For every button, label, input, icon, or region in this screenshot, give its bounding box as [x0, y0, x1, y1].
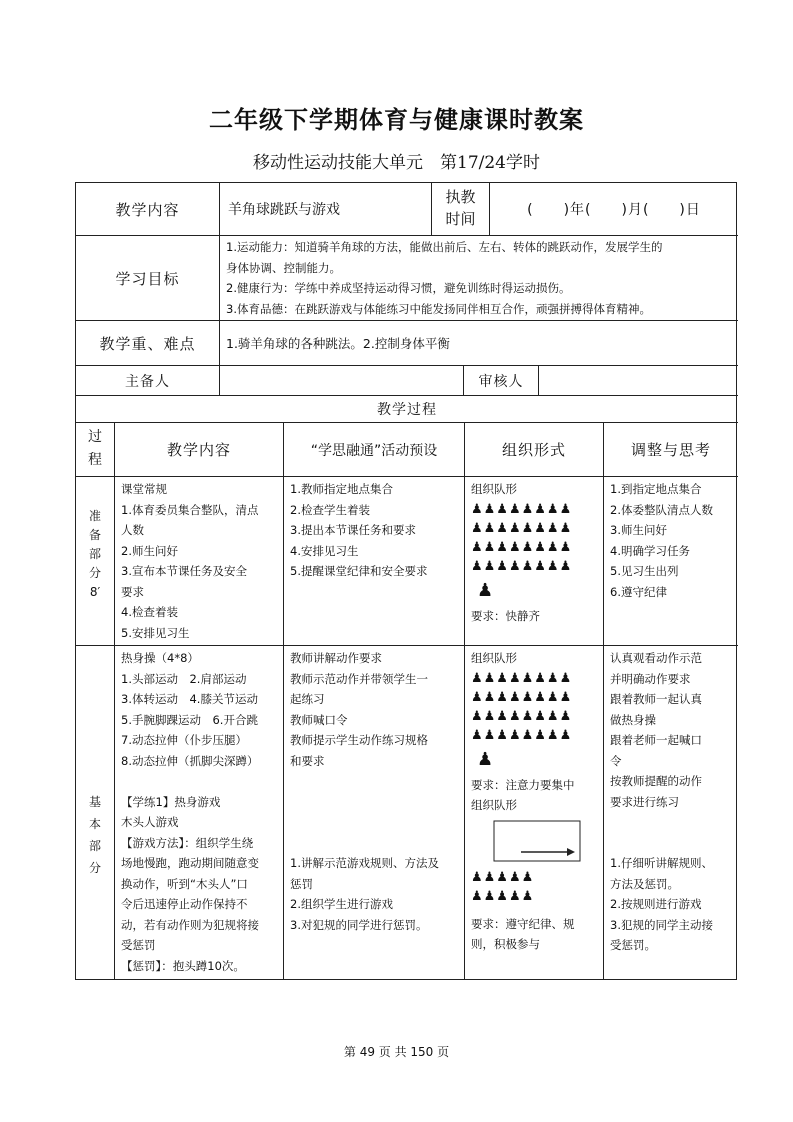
prep-content-line: 5.安排见习生 [121, 625, 190, 640]
prep-stage [76, 476, 114, 645]
prep-content-line: 课堂常规 [121, 482, 167, 496]
key-value-text: 1.骑羊角球的各种跳法。2.控制身体平衡 [226, 336, 450, 351]
prep-stage-char: 准 [88, 509, 101, 523]
prep-reflect-line: 1.到指定地点集合 [610, 482, 702, 496]
main-content-line: 受惩罚 [121, 938, 156, 952]
teacher-icon: ♟ [477, 748, 494, 770]
main-content-line: 动，若有动作则为犯规将接 [121, 917, 259, 932]
main-preset-line [290, 771, 458, 792]
main-content-line: 7.动态拉伸（仆步压腿） [121, 733, 247, 747]
prep-reflect-line: 3.师生问好 [610, 523, 667, 537]
main-content-line: 令后迅速停止动作保持不 [121, 897, 248, 911]
main-preset-line: 1.讲解示范游戏规则、方法及 [290, 856, 439, 870]
main-preset-line: 惩罚 [290, 876, 313, 891]
main-reflect-line: 1.仔细听讲解规则、 [610, 856, 713, 870]
main-reflect-line: 方法及惩罚。 [610, 876, 679, 891]
formation-row: ♟♟♟♟♟♟♟♟ [471, 539, 573, 555]
key-value [219, 320, 738, 365]
time-label-1: 执教 [445, 188, 476, 206]
formation-row: ♟♟♟♟♟♟♟♟ [471, 727, 573, 743]
main-stage-char: 本 [88, 817, 101, 831]
prep-preset-line: 1.教师指定地点集合 [290, 482, 393, 496]
main-content-line: 【惩罚】：抱头蹲10次。 [121, 958, 245, 973]
date-value: ( )年( )月( )日 [489, 183, 738, 235]
prep-preset-line: 3.提出本节课任务和要求 [290, 523, 416, 537]
main-form-req-2: 则，积极参与 [471, 937, 540, 951]
time-label [431, 183, 489, 235]
field-diagram [493, 820, 597, 866]
prep-content-line: 人数 [121, 523, 144, 537]
formation-row: ♟♟♟♟♟♟♟♟ [471, 689, 573, 705]
prep-stage-char: 部 [88, 547, 101, 561]
header-reflect: 调整与思考 [603, 422, 738, 476]
formation-row: ♟♟♟♟♟♟♟♟ [471, 670, 573, 686]
header-form: 组织形式 [464, 422, 603, 476]
prep-reflect-line: 5.见习生出列 [610, 564, 679, 578]
page-title: 二年级下学期体育与健康课时教案 [209, 106, 584, 134]
main-reflect-line: 按教师提醒的动作 [610, 774, 702, 788]
process-title: 教学过程 [76, 395, 738, 422]
main-content-line: 【学练1】热身游戏 [121, 794, 221, 809]
header-stage-1: 过 [88, 429, 102, 445]
main-preset-line [290, 792, 458, 813]
main-preset-line [290, 833, 458, 854]
main-form-title: 组织队形 [471, 651, 517, 665]
formation-row: ♟♟♟♟♟♟♟♟ [471, 501, 573, 517]
formation-row: ♟♟♟♟♟♟♟♟ [471, 708, 573, 724]
prep-content-line: 要求 [121, 584, 144, 599]
main-form-req-1: 要求：注意力要集中 [471, 777, 575, 792]
content-value-text: 羊角球跳跃与游戏 [228, 202, 340, 218]
prep-form-req: 要求：快静齐 [471, 608, 540, 623]
prep-stage-char: 备 [88, 528, 101, 542]
prep-content-line: 4.检查着装 [121, 605, 178, 619]
formation-row: ♟♟♟♟♟ [471, 888, 535, 904]
main-preset-line: 3.对犯规的同学进行惩罚。 [290, 917, 428, 932]
teacher-icon: ♟ [477, 579, 494, 601]
main-reflect-line: 跟着教师一起认真 [610, 692, 702, 706]
content-label: 教学内容 [115, 200, 180, 219]
header-preset: “学思融通”活动预设 [283, 422, 464, 476]
main-preset-line: 和要求 [290, 753, 325, 768]
prep-form-title: 组织队形 [471, 482, 517, 496]
main-content [114, 645, 283, 979]
main-preset-line: 起练习 [290, 692, 325, 706]
main-reflect-line [610, 812, 732, 833]
main-reflect-line: 做热身操 [610, 712, 656, 727]
goal-line: 1.运动能力：知道骑羊角球的方法，能做出前后、左右、转体的跳跃动作，发展学生的 [226, 240, 663, 254]
main-stage [76, 645, 114, 979]
main-preset-line: 2.组织学生进行游戏 [290, 897, 393, 911]
reviewer-value [538, 365, 738, 395]
main-content-line: 1.头部运动 2.肩部运动 [121, 671, 247, 686]
prep-preset [283, 476, 464, 645]
main-preset-line: 教师示范动作并带领学生一 [290, 671, 428, 686]
prep-content-line: 3.宣布本节课任务及安全 [121, 564, 247, 578]
main-form-title-2: 组织队形 [471, 798, 517, 812]
prep-preset-line: 4.安排见习生 [290, 543, 359, 558]
main-content-line: 8.动态拉伸（抓脚尖深蹲） [121, 753, 259, 768]
goal-line: 3.体育品德：在跳跃游戏与体能练习中能发扬同伴相互合作，顽强拼搏得体育精神。 [226, 301, 651, 316]
main-form-req-2: 要求：遵守纪律、规 [471, 916, 575, 931]
formation-row: ♟♟♟♟♟ [471, 869, 535, 885]
prep-reflect-line: 2.体委整队清点人数 [610, 502, 713, 517]
formation-row: ♟♟♟♟♟♟♟♟ [471, 558, 573, 574]
preparer-value [219, 365, 463, 395]
main-preset-line [290, 812, 458, 833]
main-reflect-line: 3.犯规的同学主动接 [610, 917, 713, 932]
main-content-line: 换动作，听到“木头人”口 [121, 876, 248, 891]
main-content-line: 3.体转运动 4.膝关节运动 [121, 692, 258, 706]
content-value [219, 183, 431, 235]
reviewer-label: 审核人 [463, 365, 538, 395]
main-reflect-line [610, 833, 732, 854]
main-preset-line: 教师喊口令 [290, 712, 348, 727]
header-stage-2: 程 [88, 452, 102, 468]
main-preset [283, 645, 464, 979]
goal-line: 2.健康行为：学练中养成坚持运动得习惯，避免训练时得运动损伤。 [226, 281, 571, 295]
header-stage [76, 422, 114, 476]
key-label: 教学重、难点 [76, 320, 219, 365]
main-content-line: 【游戏方法】：组织学生绕 [121, 835, 254, 850]
prep-content-line: 2.师生问好 [121, 543, 178, 558]
preparer-label: 主备人 [76, 365, 219, 395]
prep-stage-char: 分 [88, 566, 101, 580]
prep-content [114, 476, 283, 645]
main-reflect-line: 跟着老师一起喊口 [610, 733, 702, 747]
prep-preset-line: 2.检查学生着装 [290, 502, 370, 517]
main-reflect-line: 令 [610, 753, 622, 768]
page-number: 第 49 页 共 150 页 [343, 1045, 450, 1059]
main-content-line: 木头人游戏 [121, 815, 179, 829]
main-content-line: 场地慢跑，跑动期间随意变 [121, 856, 259, 870]
header-content: 教学内容 [114, 422, 283, 476]
prep-form [464, 476, 603, 645]
main-content-line: 热身操（4*8） [121, 651, 199, 665]
main-content-line [121, 771, 277, 792]
main-reflect-line: 2.按规则进行游戏 [610, 897, 702, 911]
main-stage-char: 基 [88, 795, 101, 809]
main-stage-char: 部 [88, 839, 101, 853]
goals-label: 学习目标 [76, 235, 219, 320]
main-form [464, 645, 603, 979]
main-reflect-line: 并明确动作要求 [610, 671, 691, 686]
prep-content-line: 1.体育委员集合整队，清点 [121, 502, 259, 517]
main-stage-char: 分 [88, 861, 101, 875]
main-reflect-line: 要求进行练习 [610, 794, 679, 809]
prep-preset-line: 5.提醒课堂纪律和安全要求 [290, 564, 428, 578]
page-subtitle: 移动性运动技能大单元 第17/24学时 [253, 153, 540, 173]
prep-reflect [603, 476, 738, 645]
prep-reflect-line: 4.明确学习任务 [610, 543, 690, 558]
main-reflect-line: 认真观看动作示范 [610, 651, 702, 665]
lesson-plan-table [75, 182, 737, 980]
time-label-2: 时间 [445, 210, 476, 228]
goals-text [219, 235, 738, 320]
main-preset-line: 教师提示学生动作练习规格 [290, 733, 428, 747]
field-diagram-svg [493, 820, 583, 864]
main-content-line: 5.手腕脚踝运动 6.开合跳 [121, 712, 258, 727]
main-preset-line: 教师讲解动作要求 [290, 651, 382, 665]
prep-stage-char: 8′ [89, 585, 101, 599]
main-reflect [603, 645, 738, 979]
prep-reflect-line: 6.遵守纪律 [610, 584, 667, 599]
arrow-head-icon [567, 848, 575, 856]
goal-line: 身体协调、控制能力。 [226, 260, 341, 275]
main-reflect-line: 受惩罚。 [610, 938, 656, 952]
formation-row: ♟♟♟♟♟♟♟♟ [471, 520, 573, 536]
